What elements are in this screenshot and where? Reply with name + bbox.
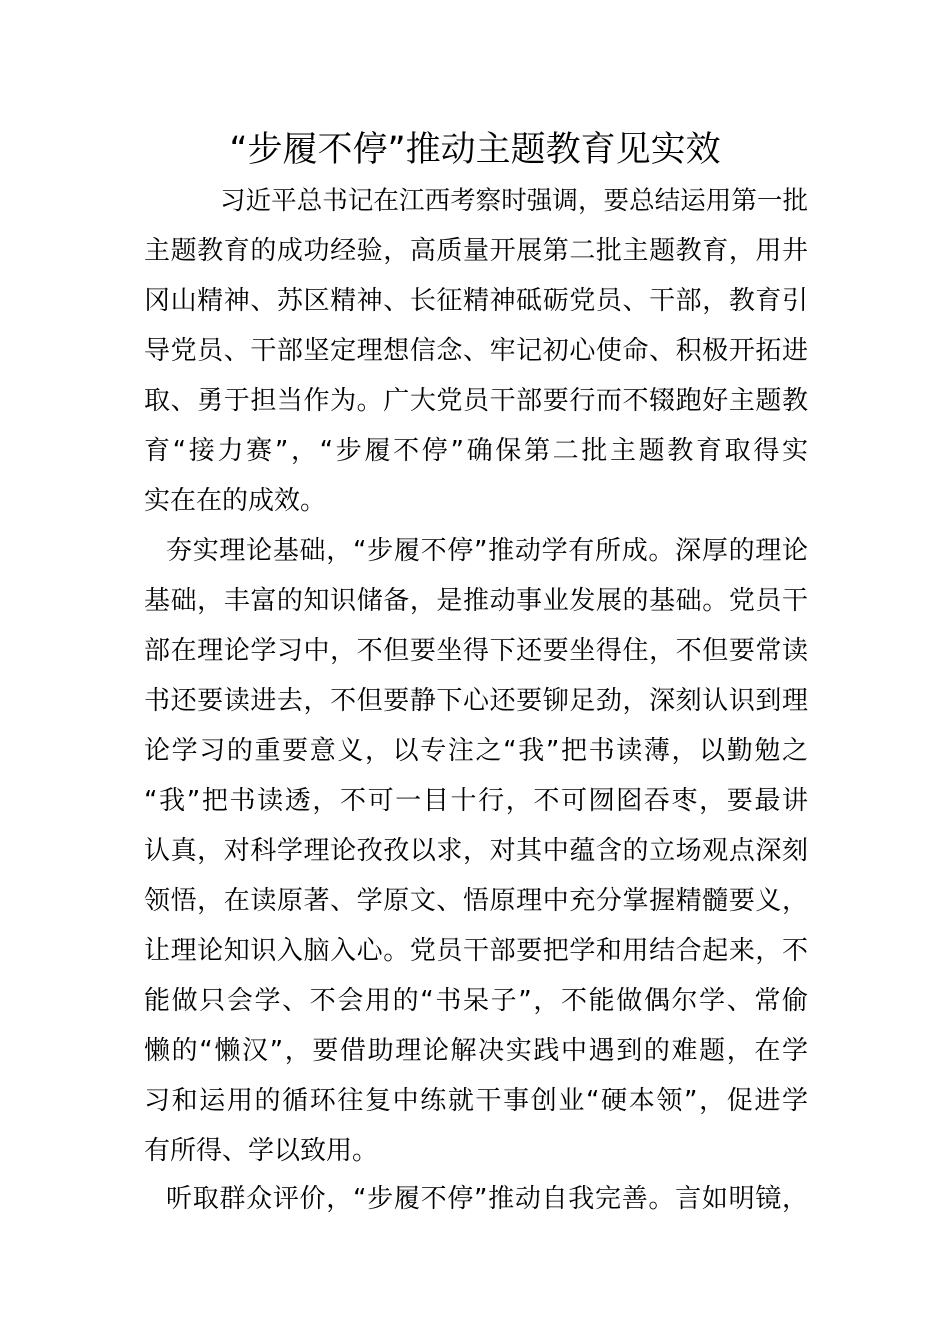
paragraph-2 — [144, 526, 808, 1176]
paragraph-line: 实在在的成效。 — [144, 486, 327, 516]
paragraph-line: 懒的“懒汉”，要借助理论解决实践中遇到的难题，在学 — [144, 1036, 808, 1066]
paragraph-line: 习和运用的循环往复中练就干事创业“硬本领”，促进学 — [144, 1086, 808, 1116]
paragraph-line: 基础，丰富的知识储备，是推动事业发展的基础。党员干 — [144, 586, 808, 616]
paragraph-line: 夯实理论基础，“步履不停”推动学有所成。深厚的理论 — [166, 536, 808, 566]
paragraph-line: 主题教育的成功经验，高质量开展第二批主题教育，用井 — [144, 236, 808, 266]
paragraph-line: 能做只会学、不会用的“书呆子”，不能做偶尔学、常偷 — [144, 986, 808, 1016]
paragraph-line: 认真，对科学理论孜孜以求，对其中蕴含的立场观点深刻 — [144, 836, 808, 866]
paragraph-line: “我”把书读透，不可一目十行，不可囫囵吞枣，要最讲 — [144, 786, 808, 816]
paragraph-line: 有所得、学以致用。 — [144, 1136, 379, 1166]
document-title: “步履不停”推动主题教育见实效 — [229, 130, 721, 170]
paragraph-1 — [144, 176, 808, 526]
paragraph-line: 习近平总书记在江西考察时强调，要总结运用第一批 — [220, 186, 808, 216]
paragraph-line: 让理论知识入脑入心。党员干部要把学和用结合起来，不 — [144, 936, 808, 966]
paragraph-3 — [144, 1174, 808, 1224]
paragraph-line: 论学习的重要意义，以专注之“我”把书读薄，以勤勉之 — [144, 736, 808, 766]
paragraph-line: 书还要读进去，不但要静下心还要铆足劲，深刻认识到理 — [144, 686, 808, 716]
paragraph-line: 冈山精神、苏区精神、长征精神砥砺党员、干部，教育引 — [144, 286, 808, 316]
paragraph-line: 领悟，在读原著、学原文、悟原理中充分掌握精髓要义， — [144, 886, 808, 916]
paragraph-line: 取、勇于担当作为。广大党员干部要行而不辍跑好主题教 — [144, 386, 808, 416]
paragraph-line: 部在理论学习中，不但要坐得下还要坐得住，不但要常读 — [144, 636, 808, 666]
paragraph-line: 导党员、干部坚定理想信念、牢记初心使命、积极开拓进 — [144, 336, 808, 366]
paragraph-line: 听取群众评价，“步履不停”推动自我完善。言如明镜， — [166, 1184, 808, 1214]
paragraph-line: 育“接力赛”，“步履不停”确保第二批主题教育取得实 — [144, 436, 808, 466]
